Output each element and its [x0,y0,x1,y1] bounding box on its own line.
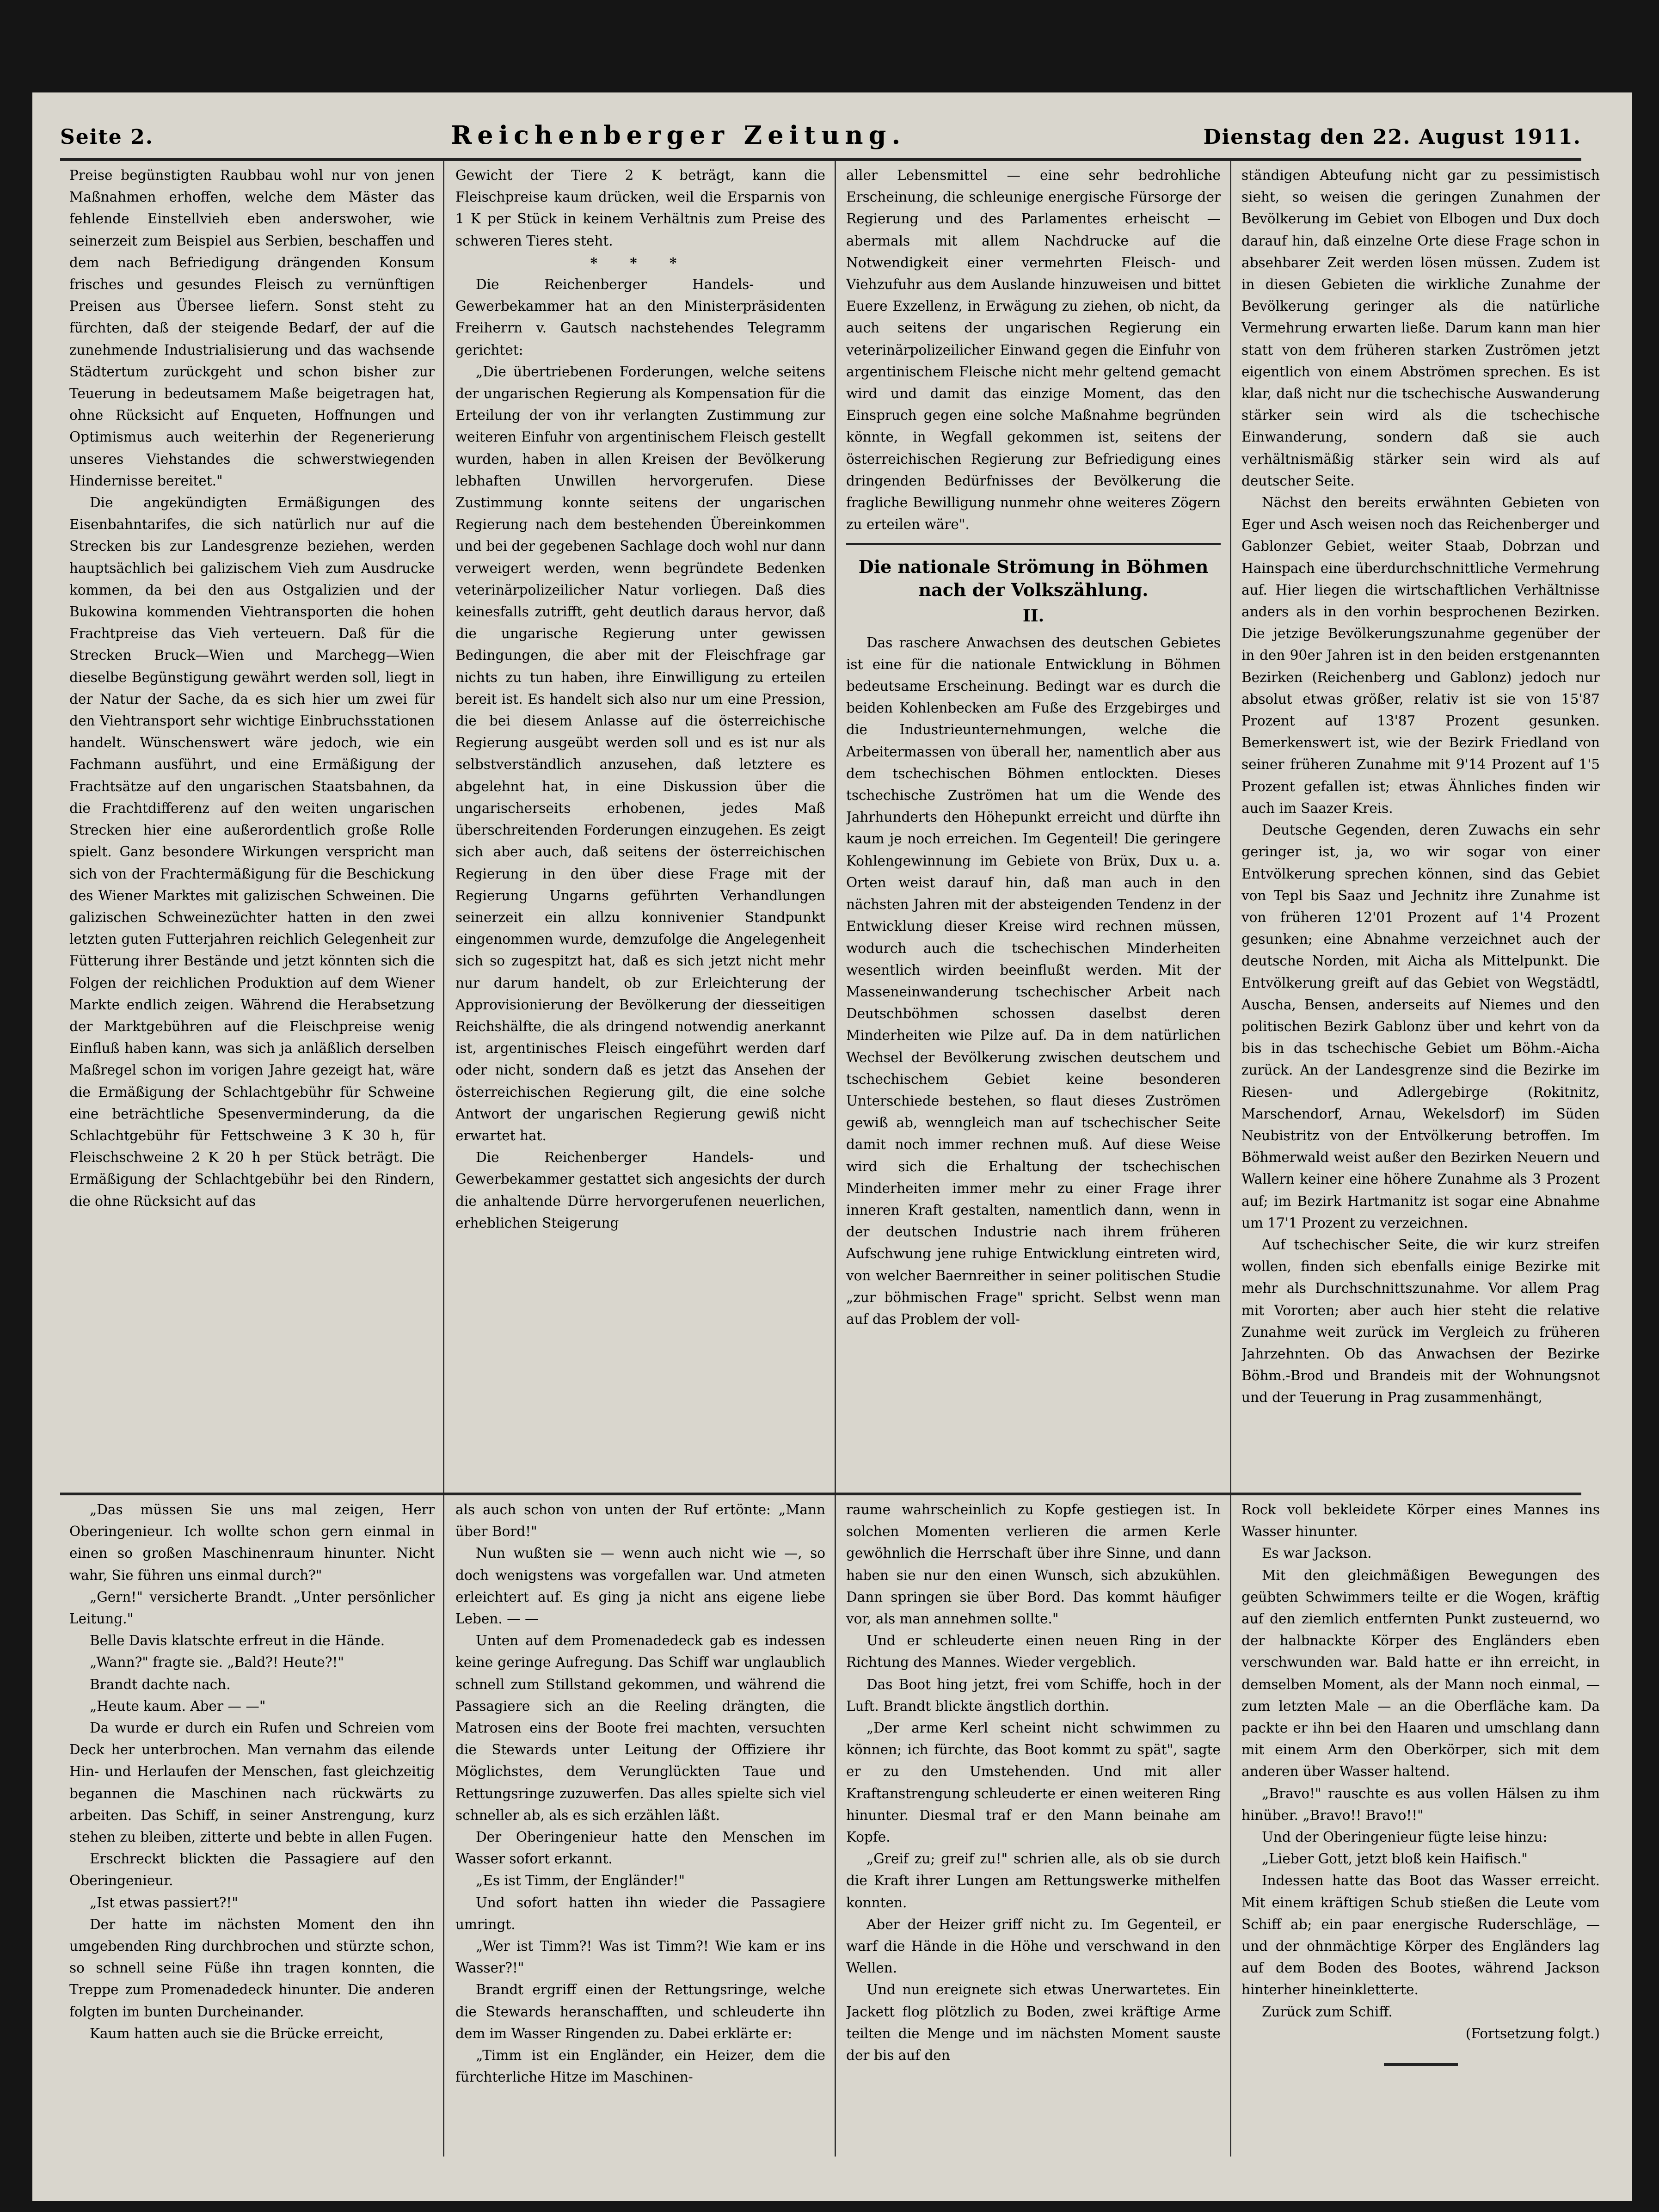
article-part-number: II. [1022,606,1045,626]
paragraph: Belle Davis klatschte erfreut in die Hände. [90,1633,385,1649]
paragraph: Der Oberingenieur hatte den Menschen im Wasser sofort erkannt. [455,1829,825,1867]
paragraph: Nächst den bereits erwähnten Gebieten von Eger und Asch weisen noch das Reichenberger und Gablonzer Gebiet, weiter Staab, Dobrzan und Hainspach eine überdurchschnittliche Vermehrung auf. Hier liegen die wirtschaftlichen Verhältnisse anders als in den vorhin besprochenen Bezirken. Die jetzige Bevölkerungszunahme gegenüber der in den 90er Jahren ist in den beiden erstgenannten Bezirken (Reichenberg und Gablonz) jedoch nur absolut etwas größer, relativ ist sie von 15'87 Prozent auf 13'87 Prozent gesunken. Bemerkenswert ist, wie der Bezirk Friedland von seiner früheren Zunahme mit 9'14 Prozent auf 1'5 Prozent gefallen ist; etwas Ähnliches finden wir auch im Saazer Kreis. [1241,495,1600,816]
paragraph: Die Reichenberger Handels- und Gewerbekammer gestattet sich angesichts der durch die anhaltende Dürre hervorgerufenen neuerlichen, erheblichen Steigerung [455,1149,825,1231]
paragraph: Brandt ergriff einen der Rettungsringe, welche die Stewards heranschafften, und schleuderte ihn dem im Wasser Ringenden zu. Dabei erklärte er: [455,1982,825,2041]
paragraph: Das raschere Anwachsen des deutschen Gebietes ist eine für die nationale Entwicklung in Böhmen bedeutsame Erscheinung. Bedingt war es durch die beiden Kohlenbecken am Fuße des Erzgebirges und die Industrieunternehmungen, welche die Arbeitermassen von überall her, namentlich aber aus dem tschechischen Böhmen entlockten. Dieses tschechische Zuströmen hat um die Wende des Jahrhunderts den Höhepunkt erreicht und dürfte ihn kaum je noch erreichen. Im Gegenteil! Die geringere Kohlengewinnung im Gebiete von Brüx, Dux u. a. Orten weist darauf hin, daß man auch in den nächsten Jahren mit der absteigenden Tendenz in der Entwicklung dieser Kreise wird rechnen müssen, wodurch auch die tschechischen Minderheiten wesentlich wirden beeinflußt werden. Mit der Masseneinwanderung tschechischer Arbeit nach Deutschböhmen schossen daselbst deren Minderheiten wie Pilze auf. Da in dem natürlichen Wechsel der Bevölkerung zwischen deutschem und tschechischem Gebiet keine besonderen Unterschiede bestehen, so flaut dieses Zuströmen gewiß ab, wenngleich man auf tschechischer Seite damit noch immer rechnen muß. Auf diese Weise wird sich die Erhaltung der tschechischen Minderheiten immer mehr zu einer Frage ihrer inneren Kraft gestalten, namentlich dann, wenn in der deutschen Industrie nach ihrem früheren Aufschwung jene ruhige Entwicklung eintreten wird, von welcher Baernreither in seiner politischen Studie „zur böhmischen Frage" spricht. Selbst wenn man auf das Problem der voll- [846,634,1221,1327]
upper-column-2 [455,165,825,1488]
paragraph: Das Boot hing jetzt, frei vom Schiffe, hoch in der Luft. Brandt blickte ängstlich dorthin. [846,1676,1221,1714]
paragraph: Und er schleuderte einen neuen Ring in der Richtung des Mannes. Wieder vergeblich. [846,1633,1221,1671]
paragraph: Unten auf dem Promenadedeck gab es indessen keine geringe Aufregung. Das Schiff war unglaublich schnell zum Stillstand gekommen, und während die Passagiere sich an die Reeling drängten, die Matrosen eins der Boote frei machten, versuchten die Stewards unter Leitung der Offiziere ihr Möglichstes, dem Verunglückten Taue und Rettungsringe zuzuwerfen. Das alles spielte sich viel schneller ab, als es sich erzählen läßt. [455,1633,825,1823]
paragraph: raume wahrscheinlich zu Kopfe gestiegen ist. In solchen Momenten verlieren die armen Kerle gewöhnlich die Herrschaft über ihre Sinne, und dann haben sie nur den einen Wunsch, sich abzukühlen. Dann springen sie über Bord. Das kommt häufiger vor, als man annehmen sollte." [846,1502,1221,1627]
column-rule [835,1495,836,2157]
paragraph: Auf tschechischer Seite, die wir kurz streifen wollen, finden sich ebenfalls einige Bezirke mit mehr als Durchschnittszunahme. Vor allem Prag mit Vororten; aber auch hier steht die relative Zunahme weit zurück im Vergleich zu früheren Jahrzehnten. Ob das Anwachsen der Bezirke Böhm.-Brod und Brandeis mit der Wohnungsnot und der Teuerung in Prag zusammenhängt, [1241,1236,1600,1406]
paragraph: „Wer ist Timm?! Was ist Timm?! Wie kam er ins Wasser?!" [455,1938,825,1976]
column-rule [835,161,836,1493]
paragraph: Und nun ereignete sich etwas Unerwartetes. Ein Jackett flog plötzlich zu Boden, zwei kräftige Arme teilten die Menge und im nächsten Moment sauste der bis auf den [846,1982,1221,2064]
paragraph: Brandt dachte nach. [90,1676,231,1692]
feuilleton-rule [60,1493,1581,1495]
paragraph: „Ist etwas passiert?!" [90,1894,238,1911]
paragraph: „Lieber Gott, jetzt bloß kein Haifisch." [1262,1851,1528,1867]
upper-column-1 [69,165,435,1488]
paragraph: aller Lebensmittel — eine sehr bedrohliche Erscheinung, die schleunige energische Fürsorge der Regierung und des Parlamentes erheischt — abermals mit allem Nachdrucke auf die Notwendigkeit einer vermehrten Fleisch- und Viehzufuhr aus dem Auslande hinzuweisen und bittet Euere Exzellenz, in Erwägung zu ziehen, ob nicht, da auch seitens der ungarischen Regierung ein veterinärpolizeilicher Einwand gegen die Einfuhr von argentinischem Fleische nicht mehr geltend gemacht wird und damit das einzige Moment, das den Einspruch gegen eine solche Maßnahme begründen könnte, in Wegfall gekommen ist, seitens der österreichischen Regierung zur Befriedigung eines dringenden Bedürfnisses der Bevölkerung die fragliche Bewilligung nunmehr ohne weiteres Zögern zu erteilen wäre". [846,167,1221,533]
paragraph: Gewicht der Tiere 2 K beträgt, kann die Fleischpreise kaum drücken, weil die Ersparnis von 1 K per Stück in keinem Verhältnis zum Preise des schweren Tieres steht. [455,167,825,249]
paragraph: Aber der Heizer griff nicht zu. Im Gegenteil, er warf die Hände in die Höhe und verschwand in den Wellen. [846,1916,1221,1976]
feuilleton-column-2 [455,1499,825,2156]
paragraph: Mit den gleichmäßigen Bewegungen des geübten Schwimmers teilte er die Wogen, kräftig auf den ziemlich entfernten Punkt zusteuernd, wo der halbnackte Körper des Engländers eben verschwunden war. Bald hatte er ihn erreicht, in demselben Moment, als der Mann noch einmal, — zum letzten Male — an die Oberfläche kam. Da packte er ihn bei den Haaren und umschlang dann mit einem Arm den Oberkörper, sich mit dem anderen über Wasser haltend. [1241,1567,1600,1780]
paragraph: „Das müssen Sie uns mal zeigen, Herr Oberingenieur. Ich wollte schon gern einmal in einen so großen Maschinenraum hinunter. Nicht wahr, Sie führen uns einmal durch?" [69,1502,435,1583]
paragraph: Und sofort hatten ihn wieder die Passagiere umringt. [455,1894,825,1932]
upper-column-4 [1241,165,1600,1488]
paragraph: Die Reichenberger Handels- und Gewerbekammer hat an den Ministerpräsidenten Freiherrn v. Gautsch nachstehendes Telegramm gerichtet: [455,276,825,358]
paragraph: Kaum hatten auch sie die Brücke erreicht, [90,2025,384,2041]
paragraph: „Gern!" versicherte Brandt. „Unter persönlicher Leitung." [69,1589,435,1627]
paragraph: als auch schon von unten der Ruf ertönte: „Mann über Bord!" [455,1502,825,1540]
paragraph: „Die übertriebenen Forderungen, welche seitens der ungarischen Regierung als Kompensation für die Erteilung der von ihr verlangten Zustimmung zur weiteren Einfuhr von argentinischem Fleisch gestellt wurden, haben in allen Kreisen der Bevölkerung lebhaften Unwillen hervorgerufen. Diese Zustimmung konnte seitens der ungarischen Regierung nach dem bestehenden Übereinkommen und bei der gegebenen Sachlage doch wohl nur dann verweigert werden, wenn begründete Bedenken veterinärpolizeilicher Natur vorliegen. Daß dies keinesfalls zutrifft, geht deutlich daraus hervor, daß die ungarische Regierung unter gewissen Bedingungen, die aber mit der Fleischfrage gar nichts zu tun haben, ihre Einwilligung zu erteilen bereit ist. Es handelt sich also nur um eine Pression, die bei diesem Anlasse auf die österreichische Regierung ausgeübt werden soll und es ist nur als selbstverständlich anzusehen, daß letztere es abgelehnt hat, in eine Diskussion über die ungarischerseits erhobenen, jedes Maß überschreitenden Forderungen einzugehen. Es zeigt sich aber auch, daß seitens der österreichischen Regierung in den über diese Frage mit der Regierung Ungarns geführten Verhandlungen seinerzeit ein allzu konnivenier Standpunkt eingenommen wurde, demzufolge die Angelegenheit sich so zugespitzt hat, daß es sich jetzt nicht mehr nur darum handelt, ob zur Erleichterung der Approvisionierung der Bevölkerung der diesseitigen Reichshälfte, die als dringend notwendig anerkannt ist, argentinisches Fleisch eingeführt werden darf oder nicht, sondern daß es jetzt das Ansehen der österreichischen Regierung gilt, die eine solche Antwort der ungarischen Regierung gewiß nicht erwartet hat. [455,363,825,1143]
paragraph: „Bravo!" rauschte es aus vollen Hälsen zu ihm hinüber. „Bravo!! Bravo!!" [1241,1785,1600,1823]
paragraph: „Heute kaum. Aber — —" [90,1698,266,1714]
paragraph: „Es ist Timm, der Engländer!" [476,1873,685,1889]
section-separator: * * * [590,254,691,271]
column-rule [443,161,444,1493]
issue-date: Dienstag den 22. August 1911. [1203,125,1581,149]
paragraph: „Greif zu; greif zu!" schrien alle, als ob sie durch die Kraft ihrer Lungen am Rettungswerke mithelfen konnten. [846,1851,1221,1911]
end-rule [1384,2063,1458,2066]
column-rule [1230,1495,1231,2157]
paragraph: Rock voll bekleidete Körper eines Mannes ins Wasser hinunter. [1241,1502,1600,1540]
paragraph: Und der Oberingenieur fügte leise hinzu: [1262,1829,1548,1845]
paragraph: Der hatte im nächsten Moment den ihn umgebenden Ring durchbrochen und stürzte schon, so schnell seine Füße ihn tragen konnten, die Treppe zum Promenadedeck hinunter. Die anderen folgten im bunten Durcheinander. [69,1916,435,2020]
paragraph: Preise begünstigten Raubbau wohl nur von jenen Maßnahmen erhoffen, welche dem Mäster das fehlende Einstellvieh eben anderswoher, wie seinerzeit zum Beispiel aus Serbien, beschaffen und dem nach Befriedigung drängenden Konsum frisches und gesundes Fleisch zu vernünftigen Preisen aus Übersee liefern. Sonst steht zu fürchten, daß der steigende Bedarf, der auf die zunehmende Industrialisierung und das wachsende Städtertum zurückgeht und schon bisher zur Teuerung in bedeutsamem Maße beigetragen hat, ohne Rücksicht auf Enqueten, Hoffnungen und Optimismus auch weiterhin der Regenerierung unseres Viehstandes die schwerstwiegenden Hindernisse bereitet." [69,167,435,489]
header-rule [60,158,1581,161]
feuilleton-column-4 [1241,1499,1600,2156]
paragraph: Deutsche Gegenden, deren Zuwachs ein sehr geringer ist, ja, wo wir sogar von einer Entvölkerung sprechen können, sind das Gebiet von Tepl bis Saaz und Jechnitz ihre Zunahme ist von früheren 12'01 Prozent auf 1'4 Prozent gesunken; eine Abnahme verzeichnet auch der deutsche Norden, mit Aicha als Mittelpunkt. Die Entvölkerung greift auf das Gebiet von Wegstädtl, Auscha, Bensen, anderseits auf Niemes und den politischen Bezirk Gablonz über und kehrt von da bis in das tschechische Gebiet um Böhm.-Aicha zurück. An der Landesgrenze sind die Bezirke im Riesen- und Adlergebirge (Rokitnitz, Marschendorf, Arnau, Wekelsdorf) im Süden Neubistritz von der Entvölkerung betroffen. Im Böhmerwald weist außer den Bezirken Neuern und Wallern keiner eine höhere Zunahme als 3 Prozent auf; im Bezirk Hartmanitz ist sogar eine Abnahme um 17'1 Prozent zu verzeichnen. [1241,822,1600,1231]
upper-column-3 [846,165,1221,1488]
paragraph: Indessen hatte das Boot das Wasser erreicht. Mit einem kräftigen Schub stießen die Leute vom Schiff ab; ein paar energische Ruderschläge, — und der ohnmächtige Körper des Engländers lag auf dem Boden des Bootes, während Jackson hinterher hineinkletterte. [1241,1873,1600,1998]
paragraph: Es war Jackson. [1262,1545,1372,1561]
paragraph: „Timm ist ein Engländer, ein Heizer, dem die fürchterliche Hitze im Maschinen- [455,2047,825,2085]
column-rule [443,1495,444,2157]
paragraph: „Der arme Kerl scheint nicht schwimmen zu können; ich fürchte, das Boot kommt zu spät", sagte er zu den Umstehenden. Und mit aller Kraftanstrengung schleuderte er einen weiteren Ring hinunter. Diesmal traf er den Mann beinahe am Kopfe. [846,1720,1221,1845]
paragraph: „Wann?" fragte sie. „Bald?! Heute?!" [90,1654,344,1671]
masthead: Reichenberger Zeitung. [451,120,906,150]
article-headline: Die nationale Strömung in Böhmen nach der Volkszählung. [846,543,1221,602]
paragraph: ständigen Abteufung nicht gar zu pessimistisch sieht, so weisen die geringen Zunahmen der Bevölkerung im Gebiet von Elbogen und Dux doch darauf hin, daß einzelne Orte diese Frage schon in absehbarer Zeit werden lösen müssen. Zudem ist in diesen Gebieten die wirkliche Zunahme der Bevölkerung geringer als die natürliche Vermehrung erwarten ließe. Darum kann man hier statt von dem früheren starken Zuströmen jetzt eigentlich von einem Abströmen sprechen. Es ist klar, daß nicht nur die tschechische Auswanderung stärker sein wird als die tschechische Einwanderung, sondern daß sie auch verhältnismäßig stärker sein wird als auf deutscher Seite. [1241,167,1600,489]
paragraph: Da wurde er durch ein Rufen und Schreien vom Deck her unterbrochen. Man vernahm das eilende Hin- und Herlaufen der Menschen, fast gleichzeitig begannen die Maschinen nach rückwärts zu arbeiten. Das Schiff, in seiner Anstrengung, kurz stehen zu bleiben, zitterte und bebte in allen Fugen. [69,1720,435,1845]
feuilleton-column-1 [69,1499,435,2156]
paragraph: Zurück zum Schiff. [1262,2003,1393,2020]
feuilleton-column-3 [846,1499,1221,2156]
continuation-note: (Fortsetzung folgt.) [1465,2025,1600,2041]
page-header [60,120,1581,157]
paragraph: Nun wußten sie — wenn auch nicht wie —, so doch wenigstens was vorgefallen war. Und atmeten erleichtert auf. Es ging ja nicht ans eigene liebe Leben. — — [455,1545,825,1627]
paragraph: Erschreckt blickten die Passagiere auf den Oberingenieur. [69,1851,435,1889]
column-rule [1230,161,1231,1493]
page-number: Seite 2. [60,125,154,149]
paragraph: Die angekündigten Ermäßigungen des Eisenbahntarifes, die sich natürlich nur auf die Strecken bis zur Landesgrenze beziehen, werden hauptsächlich bei galizischem Vieh zum Ausdrucke kommen, da bei den aus Ostgalizien und der Bukowina kommenden Viehtransporten die hohen Frachtpreise das Vieh verteuern. Daß für die Strecken Bruck—Wien und Marchegg—Wien dieselbe Begünstigung gewährt werden soll, liegt in der Natur der Sache, da es sich hier um zwei für den Viehtransport sehr wichtige Einbruchsstationen handelt. Wünschenswert wäre jedoch, wie ein Fachmann ausführt, und eine Ermäßigung der Frachtsätze auf den ungarischen Staatsbahnen, da die Frachtdifferenz auf den weiten ungarischen Strecken hier eine außerordentlich große Rolle spielt. Ganz besondere Wirkungen verspricht man sich von der Frachtermäßigung für die Beschickung des Wiener Marktes mit galizischen Schweinen. Die galizischen Schweinezüchter hatten in den zwei letzten guten Futterjahren reichlich Gelegenheit zur Fütterung ihrer Bestände und jetzt könnten sich die Folgen der reichlichen Produktion auf dem Wiener Markte endlich zeigen. Während die Herabsetzung der Marktgebühren auf die Fleischpreise wenig Einfluß haben kann, was sich ja anläßlich derselben Maßregel schon im vorigen Jahre gezeigt hat, wäre die Ermäßigung der Schlachtgebühr für Schweine eine beträchtliche Spesenverminderung, da die Schlachtgebühr für Fettschweine 3 K 30 h, für Fleischschweine 2 K 20 h per Stück beträgt. Die Ermäßigung der Schlachtgebühr bei den Rindern, die ohne Rücksicht auf das [69,495,435,1209]
